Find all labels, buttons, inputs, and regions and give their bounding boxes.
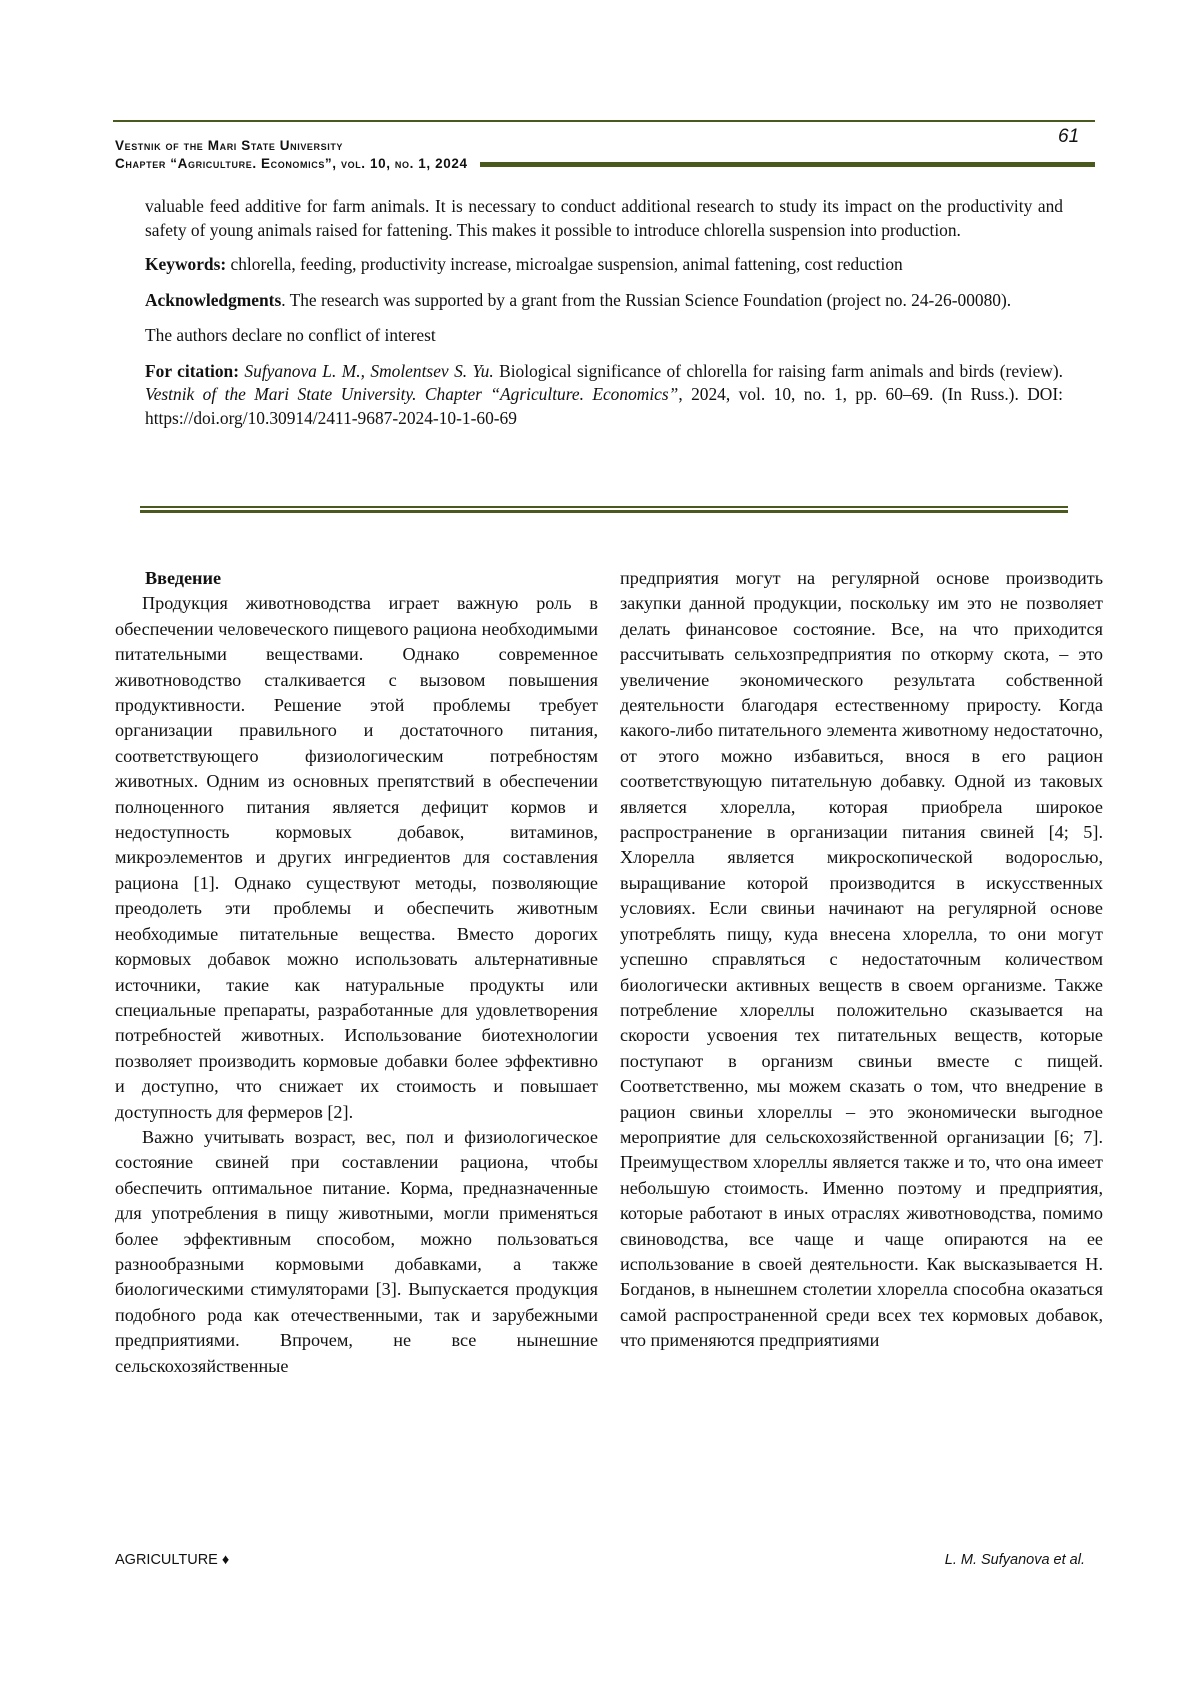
citation-label: For citation: [145,360,239,381]
citation-journal: Vestnik of the Mari State University. Chapter “Agriculture. Economics” [145,384,679,404]
citation-title: Biological significance of chlorella for raising farm animals and birds (review). [493,360,1064,381]
left-paragraph-1: Продукция животноводства играет важную роль в обеспечении человеческого пищевого рациона необходимыми питательными веществами. Однако современное животноводство сталкивается с вызовом повышения продуктивности. Решение этой проблемы требует организации правильного и достаточного питания, соответствующего физиологическим потребностям животных. Одним из основных препятствий в обеспечении полноценного питания является дефицит кормов и недоступность кормовых добавок, витаминов, микроэлементов и других ингредиентов для составления рациона [1]. Однако существуют методы, позволяющие преодолеть эти проблемы и обеспечить животным необходимые питательные вещества. Вместо дорогих кормовых добавок можно использовать альтернативные источники, такие как натуральные продукты или специальные препараты, разработанные для удовлетворения потребностей животных. Использование биотехнологии позволяет производить кормовые добавки более эффективно и доступно, что снижает их стоимость и повышает доступность для фермеров [2]. [115,593,598,1122]
citation-authors: Sufyanova L. M., Smolentsev S. Yu. [238,360,494,381]
header-bar [480,162,1095,167]
abstract-block [145,195,1063,442]
header-top-rule [113,120,1095,122]
journal-title: Vestnik of the Mari State University [115,138,344,153]
right-paragraph-1: предприятия могут на регулярной основе производить закупки данной продукции, поскольку им это не позволяет делать финансовое состояние. Все, на что приходится рассчитывать сельхозпредприятия по откорму скота, – это увеличение экономического результата собственной деятельности благодаря естественному приросту. Когда какого-либо питательного элемента животному недостаточно, от этого можно избавиться, внося в его рацион соответствующую питательную добавку. Одной из таковых является хлорелла, которая приобрела широкое распространение в организации питания свиней [4; 5]. Хлорелла является микроскопической водорослью, выращивание которой производится в искусственных условиях. Если свиньи начинают на регулярной основе употреблять пищу, куда внесена хлорелла, то они могут успешно справляться с недостаточным количеством биологически активных веществ в своем организме. Также потребление хлореллы положительно сказывается на скорости усвоения тех питательных веществ, которые поступают в организм свиньи вместе с пищей. Соответственно, мы можем сказать о том, что внедрение в рацион свиньи хлореллы – это экономически выгодное мероприятие для сельскохозяйственной организации [6; 7]. Преимуществом хлореллы является также и то, что она имеет небольшую стоимость. Именно поэтому и предприятия, которые работают в иных отраслях животноводства, помимо свиноводства, все чаще и чаще опираются на ее использование в своей деятельности. Как высказывается Н. Богданов, в нынешнем столетии хлорелла способна оказаться самой распространенной среди всех тех кормовых добавок, что применяются предприятиями [620,568,1103,1351]
ack-text: . The research was supported by a grant from the Russian Science Foundation (project no. 24-26-00080). [281,289,1012,310]
ack-label: Acknowledgments [145,289,282,310]
keywords-text: chlorella, feeding, productivity increase, microalgae suspension, animal fattening, cost reduction [226,254,903,274]
footer-author: L. M. Sufyanova et al. [944,1552,1085,1568]
acknowledgments [145,289,1063,313]
abstract-continuation: valuable feed additive for farm animals. It is necessary to conduct additional research to study its impact on the productivity and safety of young animals raised for fattening. This makes it possible to introduce chlorella suspension into production. [145,196,1063,240]
right-column [620,566,1103,1354]
footer-section: AGRICULTURE ♦ [115,1552,230,1568]
journal-chapter: Chapter “Agriculture. Economics”, vol. 10, no. 1, 2024 [115,156,468,171]
conflict-statement: The authors declare no conflict of interest [145,325,436,345]
divider-thick-line [140,510,1068,513]
left-column [115,566,598,1379]
left-paragraph-2: Важно учитывать возраст, вес, пол и физиологическое состояние свиней при составлении рациона, чтобы обеспечить оптимальное питание. Корма, предназначенные для употребления в пищу животными, могли применяться более эффективным способом, можно пользоваться разнообразными кормовыми добавками, а также биологическими стимуляторами [3]. Выпускается продукция подобного рода как отечественными, так и зарубежными предприятиями. Впрочем, не все нынешние сельскохозяйственные [115,1126,598,1376]
divider-thin-line [140,506,1068,508]
journal-header [115,137,1095,173]
section-divider [140,506,1068,513]
keywords-label: Keywords: [145,254,227,274]
citation [145,360,1063,431]
journal-chapter-line [115,155,1095,173]
page-number: 61 [1058,126,1080,147]
citation-rest: , 2024, vol. 10, no. 1, pp. 60–69. (In Russ.). DOI: https://doi.org/10.30914/2411-9687-2024-10-1-60-69 [145,384,1063,428]
keywords [145,253,1063,277]
section-title: Введение [145,568,222,588]
page-footer [115,1552,1085,1568]
